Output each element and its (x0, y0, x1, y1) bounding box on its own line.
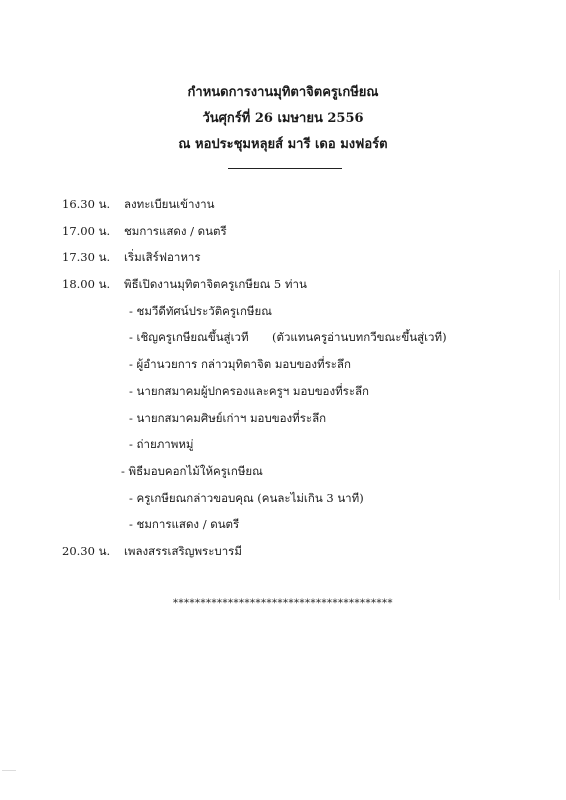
schedule-time: 20.30 น. (62, 543, 111, 558)
schedule-subitem (0, 463, 566, 490)
schedule-time: 18.00 น. (62, 277, 111, 292)
schedule-subitem (0, 383, 566, 410)
schedule-subitem (0, 516, 566, 543)
header-underline (228, 168, 342, 169)
schedule-activity: - เชิญครูเกษียณขึ้นสู่เวที (129, 330, 249, 345)
schedule-row (0, 196, 566, 223)
schedule-activity: - พิธีมอบคอกไม้ให้ครูเกษียณ (121, 463, 263, 478)
scan-edge-mark (559, 270, 560, 600)
schedule-activity: ชมการแสดง / ดนตรี (124, 223, 227, 238)
schedule-subitem (0, 303, 566, 330)
schedule-row (0, 276, 566, 303)
schedule-row (0, 249, 566, 276)
schedule-activity: - นายกสมาคมศิษย์เก่าฯ มอบของที่ระลึก (129, 410, 327, 425)
schedule-activity: ลงทะเบียนเข้างาน (124, 197, 215, 211)
schedule-activity: เริ่มเสิร์ฟอาหาร (124, 250, 201, 265)
footer-separator: **************************************** (173, 598, 393, 609)
schedule-note: (ตัวแทนครูอ่านบทกวีขณะขึ้นสู่เวที) (272, 330, 447, 345)
document-header (0, 80, 566, 158)
schedule-row (0, 543, 566, 570)
schedule-activity: - นายกสมาคมผู้ปกครองและครูฯ มอบของที่ระลึก (129, 383, 370, 398)
schedule-list (0, 196, 566, 570)
schedule-activity: เพลงสรรเสริญพระบารมี (124, 543, 242, 558)
schedule-subitem (0, 356, 566, 383)
schedule-subitem (0, 410, 566, 437)
schedule-row (0, 223, 566, 250)
schedule-time: 16.30 น. (62, 197, 111, 211)
schedule-activity: - ครูเกษียณกล่าวขอบคุณ (คนละไม่เกิน 3 นาที) (129, 490, 364, 505)
schedule-activity: พิธีเปิดงานมุทิตาจิตครูเกษียณ 5 ท่าน (124, 277, 307, 292)
document-title: กำหนดการงานมุทิตาจิตครูเกษียณ (187, 85, 379, 100)
schedule-activity: - ชมวีดีทัศน์ประวัติครูเกษียณ (129, 303, 272, 318)
schedule-subitem (0, 329, 566, 356)
schedule-activity: - ถ่ายภาพหมู่ (129, 437, 194, 452)
schedule-activity: - ชมการแสดง / ดนตรี (129, 517, 240, 532)
schedule-subitem (0, 490, 566, 517)
schedule-activity: - ผู้อำนวยการ กล่าวมุทิตาจิต มอบของที่ระลึก (129, 357, 351, 372)
event-venue: ณ หอประชุมหลุยส์ มารี เดอ มงฟอร์ต (178, 137, 388, 152)
schedule-time: 17.30 น. (62, 250, 111, 265)
scan-edge-mark (2, 770, 16, 771)
schedule-subitem (0, 436, 566, 463)
event-date: วันศุกร์ที่ 26 เมษายน 2556 (202, 111, 364, 126)
schedule-time: 17.00 น. (62, 223, 111, 238)
